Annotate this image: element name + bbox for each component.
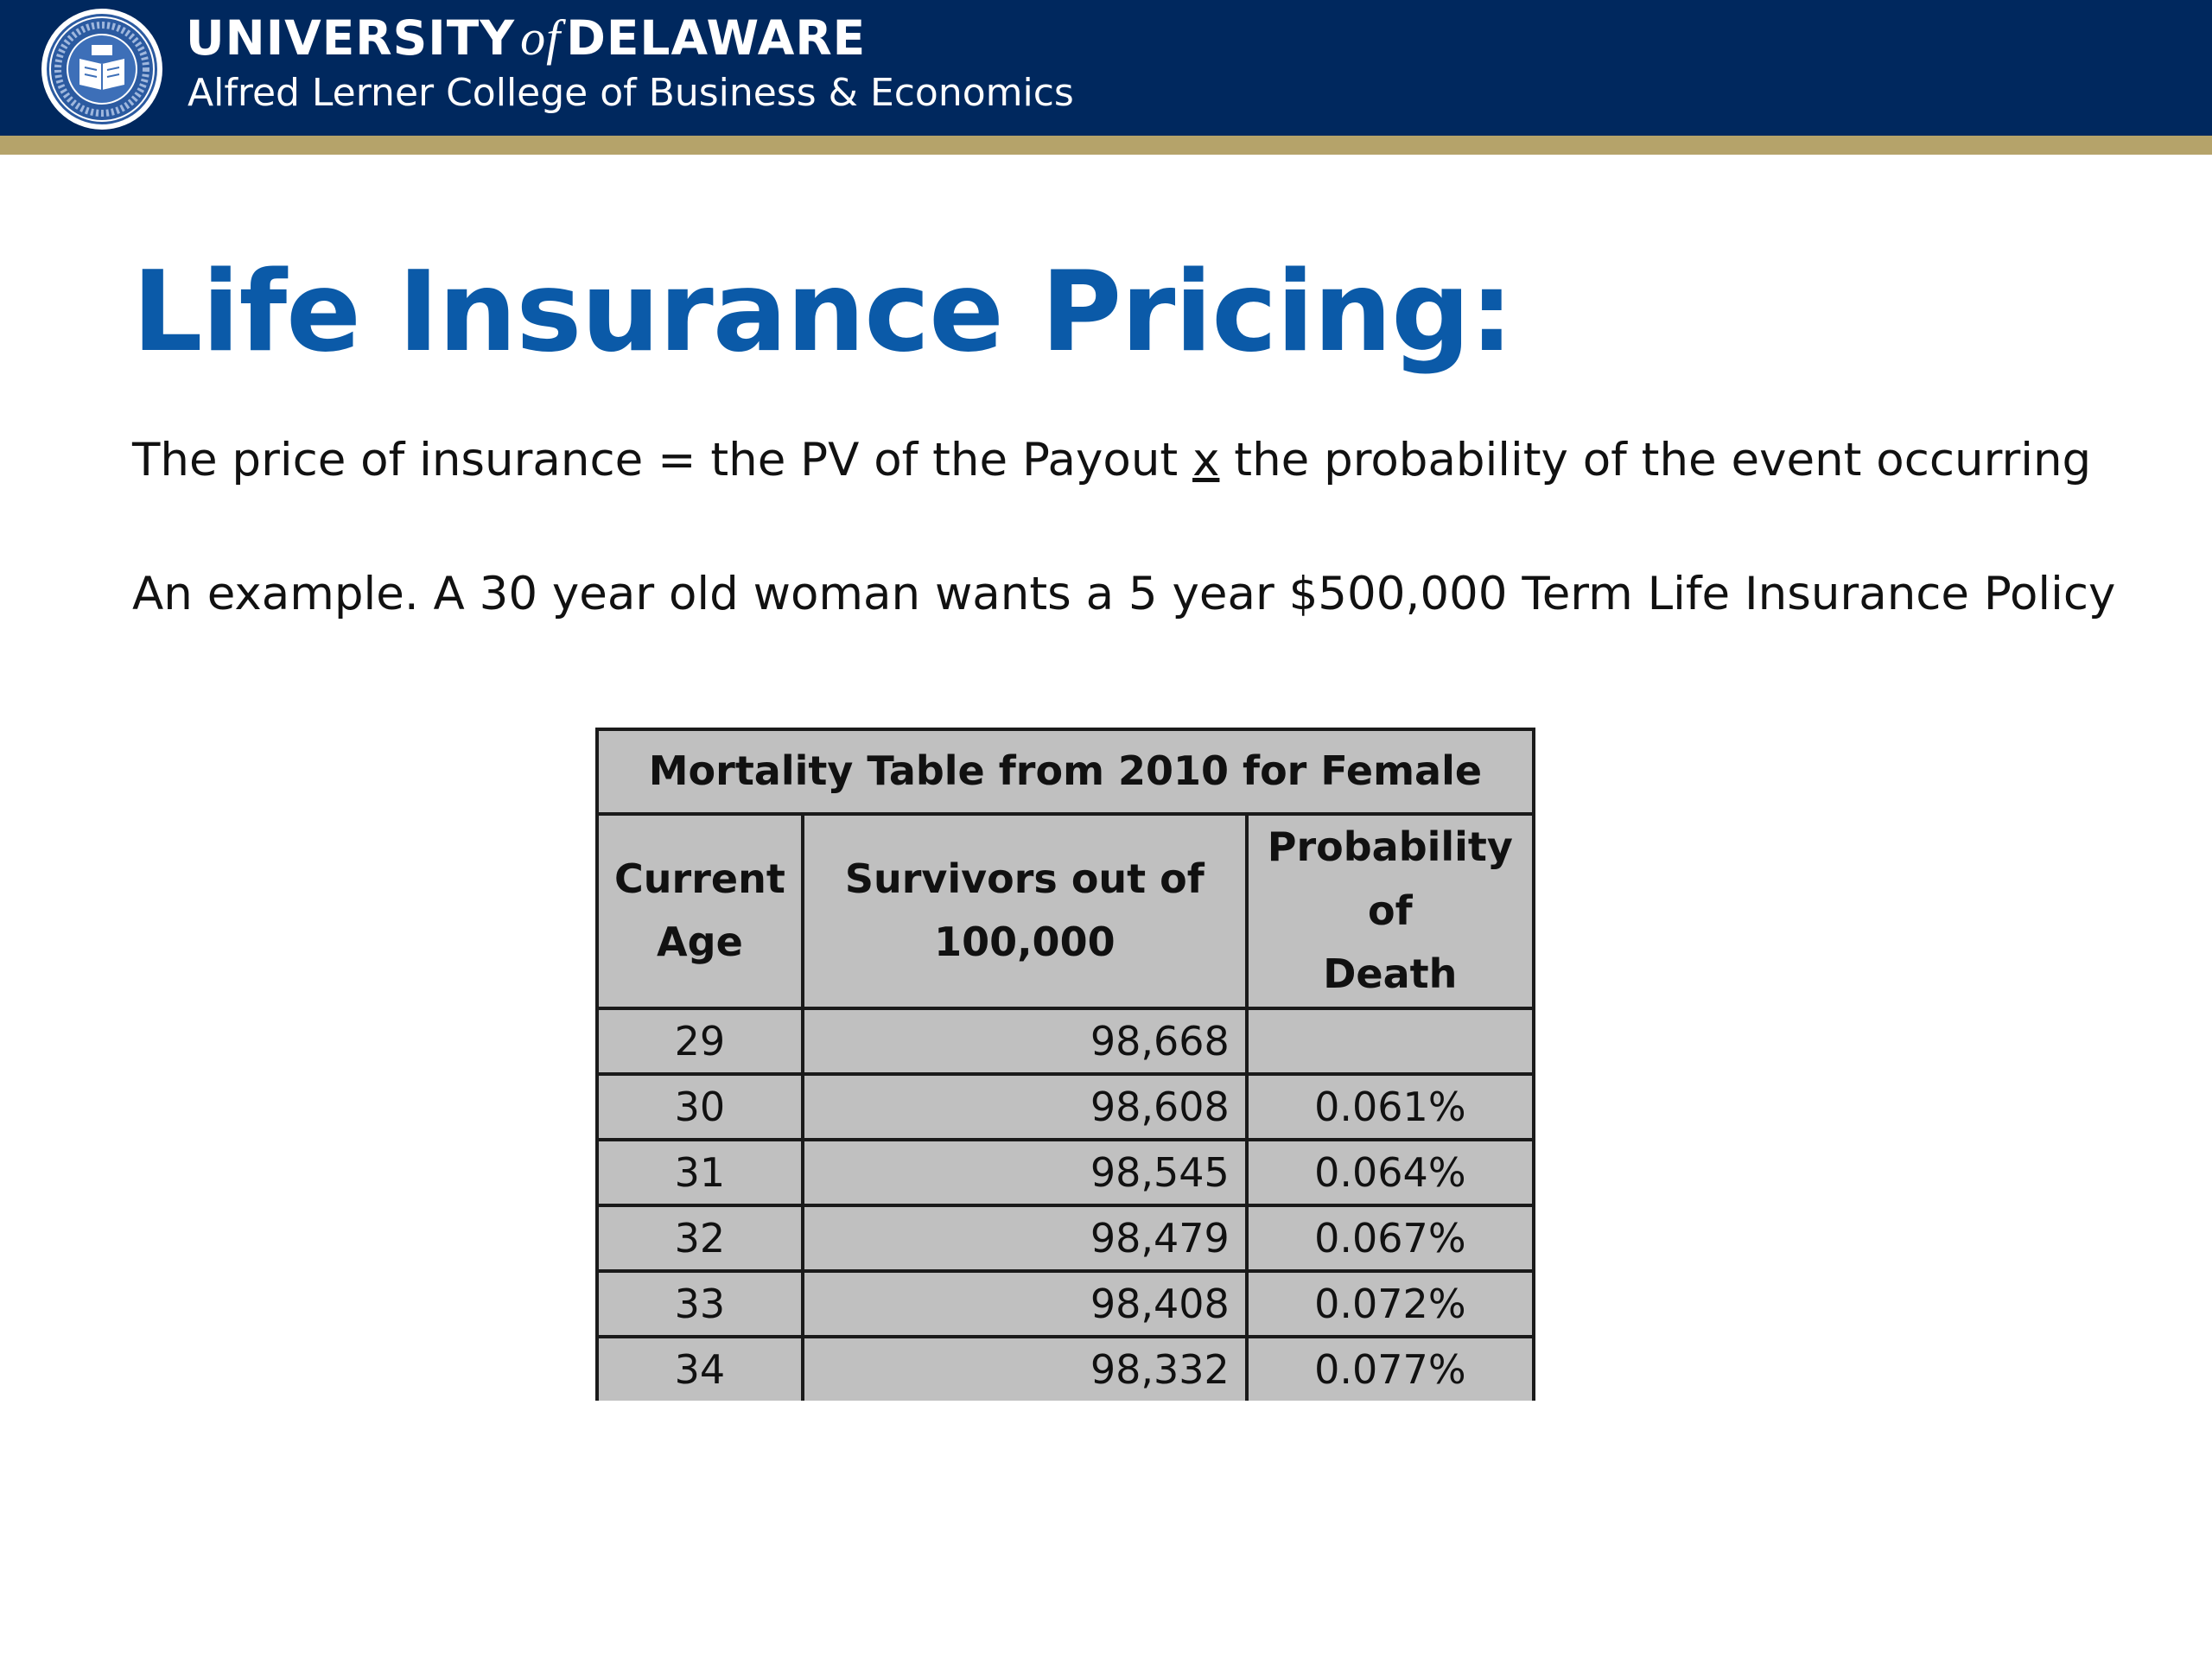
probability-cell: 0.061% xyxy=(1247,1074,1534,1140)
survivors-cell: 98,332 xyxy=(803,1337,1247,1401)
table-row xyxy=(597,1205,1534,1271)
column-header-probability: Probability of Death xyxy=(1247,814,1534,1008)
university-name-of: of xyxy=(520,10,562,66)
price-definition-after: the probability of the event occurring xyxy=(1219,434,2092,486)
probability-cell: 0.064% xyxy=(1247,1140,1534,1205)
mortality-table xyxy=(595,728,1535,1401)
table-row xyxy=(597,1337,1534,1401)
survivors-cell: 98,479 xyxy=(803,1205,1247,1271)
age-cell: 33 xyxy=(597,1271,803,1337)
example-line: An example. A 30 year old woman wants a 5 year $500,000 Term Life Insurance Policy xyxy=(132,568,2116,620)
column-header-survivors: Survivors out of 100,000 xyxy=(803,814,1247,1008)
survivors-cell: 98,608 xyxy=(803,1074,1247,1140)
survivors-cell: 98,408 xyxy=(803,1271,1247,1337)
column-header-age: Current Age xyxy=(597,814,803,1008)
probability-cell: 0.067% xyxy=(1247,1205,1534,1271)
multiply-operator: x xyxy=(1192,434,1220,486)
header-stripe xyxy=(0,136,2212,155)
table-header-row xyxy=(597,814,1534,1008)
survivors-cell: 98,668 xyxy=(803,1008,1247,1074)
header-banner xyxy=(0,0,2212,136)
survivors-cell: 98,545 xyxy=(803,1140,1247,1205)
college-name: Alfred Lerner College of Business & Economics xyxy=(188,71,1074,115)
university-name-part1: UNIVERSITY xyxy=(186,10,516,66)
university-seal-icon xyxy=(40,7,164,131)
slide-title: Life Insurance Pricing: xyxy=(132,248,1513,377)
price-definition-line xyxy=(132,434,2092,486)
table-row xyxy=(597,1008,1534,1074)
probability-cell: 0.072% xyxy=(1247,1271,1534,1337)
age-cell: 30 xyxy=(597,1074,803,1140)
age-cell: 32 xyxy=(597,1205,803,1271)
price-definition-before: The price of insurance = the PV of the Payout xyxy=(132,434,1193,486)
probability-cell: 0.077% xyxy=(1247,1337,1534,1401)
table-row xyxy=(597,1074,1534,1140)
age-cell: 31 xyxy=(597,1140,803,1205)
age-cell: 29 xyxy=(597,1008,803,1074)
table-row xyxy=(597,1140,1534,1205)
table-row xyxy=(597,1271,1534,1337)
probability-cell xyxy=(1247,1008,1534,1074)
table-caption: Mortality Table from 2010 for Female xyxy=(597,729,1534,814)
age-cell: 34 xyxy=(597,1337,803,1401)
university-name xyxy=(186,9,866,67)
university-name-part2: DELAWARE xyxy=(566,10,867,66)
